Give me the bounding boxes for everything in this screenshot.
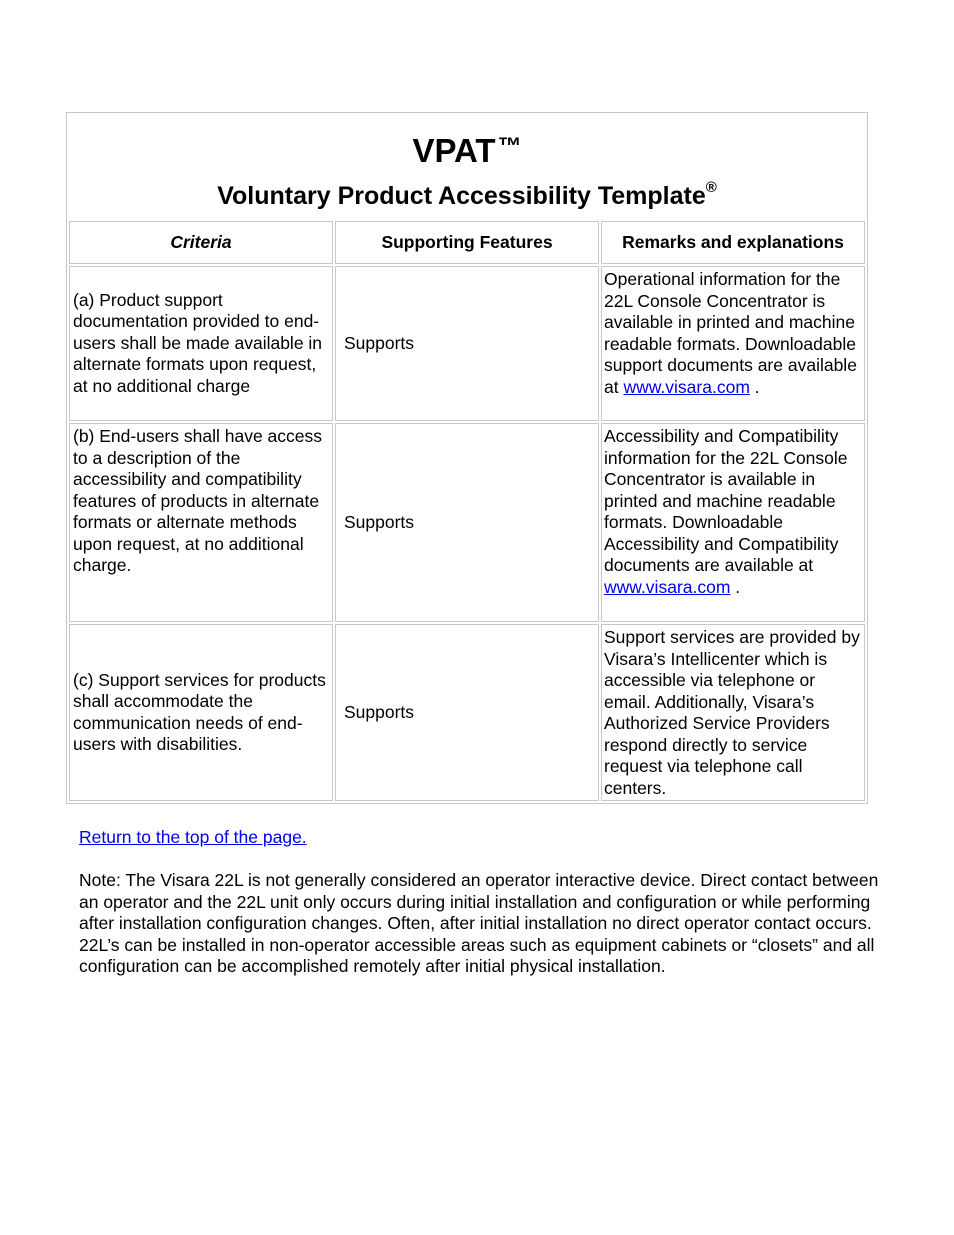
column-header-remarks: Remarks and explanations <box>601 221 865 264</box>
page-title: VPAT™ <box>412 132 522 169</box>
trademark-mark: ™ <box>497 133 522 160</box>
table-row-b-criteria: (b) End-users shall have access to a description of the accessibility and compatibility features of products in alternate formats or alternate methods upon request, at no additional charge. <box>69 423 333 622</box>
table-row-c-remarks: Support services are provided by Visara’s Intellicenter which is accessible via telephone or email. Additionally, Visara’s Authorized Service Providers respond directly to service request via telephone call centers. <box>601 624 865 801</box>
visara-website-link[interactable]: www.visara.com <box>604 576 731 597</box>
column-header-supporting-features: Supporting Features <box>335 221 599 264</box>
table-row-c-support: Supports <box>335 624 599 801</box>
visara-website-link[interactable]: www.visara.com <box>623 376 750 397</box>
note-paragraph: Note: The Visara 22L is not generally considered an operator interactive device. Direct contact between an operator and the 22L unit only occurs during initial installation and configuration or while performing after installation configuration changes. Often, after initial installation no direct operator contact occurs. 22L’s can be installed in non-operator accessible areas such as equipment cabinets or “closets” and all configuration can be accomplished remotely after initial physical installation. <box>79 870 879 977</box>
registered-mark: ® <box>705 179 717 196</box>
table-row-a-criteria: (a) Product support documentation provided to end-users shall be made available in alternate formats upon request, at no additional charge <box>69 266 333 421</box>
page-subtitle: Voluntary Product Accessibility Template® <box>217 179 717 210</box>
table-row-c-criteria: (c) Support services for products shall accommodate the communication needs of end-users with disabilities. <box>69 624 333 801</box>
column-header-criteria: Criteria <box>69 221 333 264</box>
table-row-a-support: Supports <box>335 266 599 421</box>
table-row-b-support: Supports <box>335 423 599 622</box>
table-row-a-remarks: Operational information for the 22L Console Concentrator is available in printed and machine readable formats. Downloadable support documents are available at www.visara.com . <box>601 266 865 421</box>
return-to-top-link[interactable]: Return to the top of the page. <box>79 827 307 847</box>
table-row-b-remarks: Accessibility and Compatibility information for the 22L Console Concentrator is available in printed and machine readable formats. Downloadable Accessibility and Compatibility documents are available at www.visara.com . <box>601 423 865 622</box>
